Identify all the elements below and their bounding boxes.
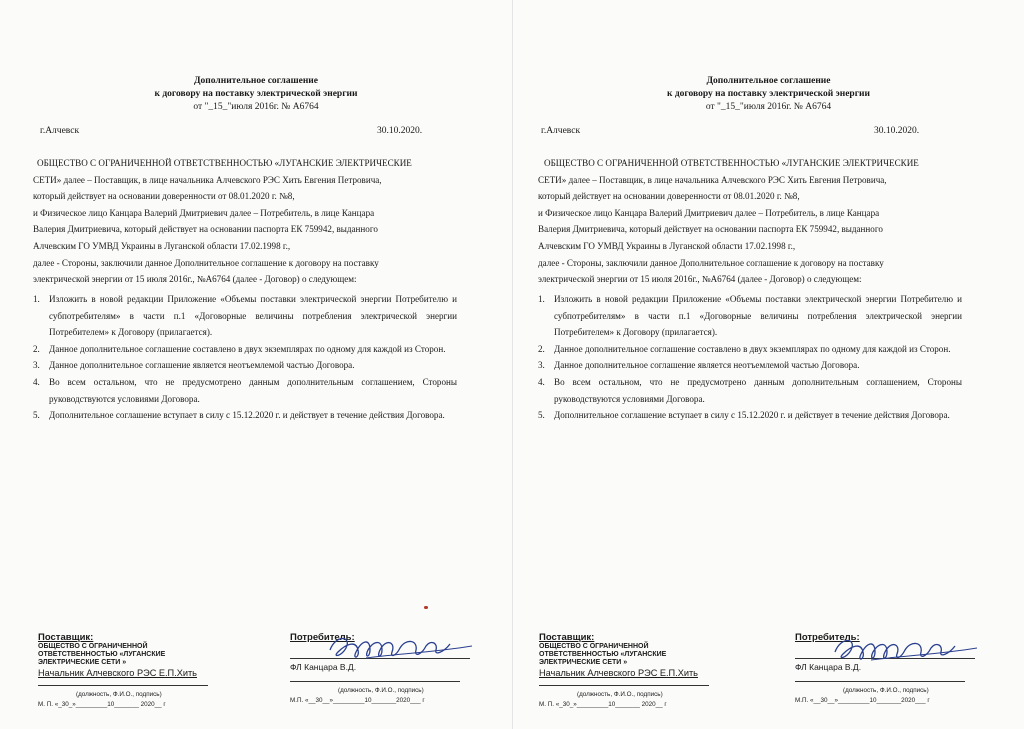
supplier-stamp-date: М. П. «_30_»_________10_______ 2020__ г — [539, 701, 667, 708]
intro-line: который действует на основании доверенности от 08.01.2020 г. №8, — [33, 191, 295, 202]
supplier-caption: (должность, Ф.И.О., подпись) — [76, 691, 162, 698]
ink-spot — [424, 606, 428, 609]
date: 30.10.2020. — [377, 126, 423, 136]
intro-line: и Физическое лицо Канцара Валерий Дмитриевич далее – Потребитель, в лице Канцара — [33, 207, 375, 218]
supplier-signature-block — [539, 632, 739, 708]
supplier-org-line: ОТВЕТСТВЕННОСТЬЮ «ЛУГАНСКИЕ — [38, 651, 166, 658]
intro-line: Алчевским ГО УМВД Украины в Луганской области 17.02.1998 г., — [538, 240, 796, 251]
supplier-caption: (должность, Ф.И.О., подпись) — [577, 691, 663, 698]
intro-line: Валерия Дмитриевича, который действует на основании паспорта ЕК 759942, выданного — [33, 224, 378, 235]
intro-line: и Физическое лицо Канцара Валерий Дмитриевич далее – Потребитель, в лице Канцара — [538, 207, 880, 218]
supplier-org-line: ЭЛЕКТРИЧЕСКИЕ СЕТИ » — [539, 659, 628, 666]
consumer-label: Потребитель: — [290, 632, 355, 643]
date: 30.10.2020. — [874, 126, 920, 136]
list-item: 1. Изложить в новой редакции Приложение «Объемы поставки электрической энергии Потребителю и субпотребителям» в части п.1 «Договорные величины потребления электрической энергии Потребителем» к Договору (прилагается). — [33, 294, 457, 338]
intro-paragraph — [538, 155, 962, 288]
list-item: 2. Данное дополнительное соглашение составлено в двух экземплярах по одному для каждой из Сторон. — [33, 343, 446, 354]
agreement-items — [538, 291, 962, 424]
city: г.Алчевск — [541, 126, 581, 136]
supplier-position: Начальник Алчевского РЭС Е.П.Хить — [539, 668, 698, 678]
consumer-name: ФЛ Канцара В.Д. — [290, 662, 357, 672]
document-reference: от "_15_"июля 2016г. № А6764 — [193, 102, 319, 112]
intro-line: ОБЩЕСТВО С ОГРАНИЧЕННОЙ ОТВЕТСТВЕННОСТЬЮ «ЛУГАНСКИЕ ЭЛЕКТРИЧЕСКИЕ — [37, 158, 412, 168]
list-item: 3. Данное дополнительное соглашение является неотъемлемой частью Договора. — [33, 360, 355, 371]
consumer-stamp-date: М.П. «__30__»_________10_______2020___ г — [795, 697, 930, 704]
document-heading — [513, 75, 1024, 114]
supplier-org-line: ЭЛЕКТРИЧЕСКИЕ СЕТИ » — [38, 659, 127, 666]
supplier-org-line: ОТВЕТСТВЕННОСТЬЮ «ЛУГАНСКИЕ — [539, 651, 667, 658]
document-heading — [0, 75, 512, 114]
intro-line: далее - Стороны, заключили данное Дополнительное соглашение к договору на поставку — [538, 257, 884, 268]
intro-paragraph — [33, 155, 457, 288]
supplier-label: Поставщик: — [38, 632, 94, 643]
document-subtitle: к договору на поставку электрической энергии — [667, 89, 870, 99]
supplier-label: Поставщик: — [539, 632, 595, 643]
handwritten-signature — [326, 628, 476, 666]
list-item: 2. Данное дополнительное соглашение составлено в двух экземплярах по одному для каждой из Сторон. — [538, 343, 951, 354]
supplier-signature-block — [38, 632, 238, 708]
intro-line: Валерия Дмитриевича, который действует на основании паспорта ЕК 759942, выданного — [538, 224, 883, 235]
intro-line: СЕТИ» далее – Поставщик, в лице начальника Алчевского РЭС Хить Евгения Петровича, — [33, 174, 382, 185]
signature-line — [38, 684, 208, 686]
intro-line: электрической энергии от 15 июля 2016г., №А6764 (далее - Договор) о следующем: — [538, 274, 862, 285]
intro-line: электрической энергии от 15 июля 2016г., №А6764 (далее - Договор) о следующем: — [33, 274, 357, 285]
supplier-org-line: ОБЩЕСТВО С ОГРАНИЧЕННОЙ — [38, 643, 148, 650]
supplier-stamp-date: М. П. «_30_»_________10_______ 2020__ г — [38, 701, 166, 708]
intro-line: ОБЩЕСТВО С ОГРАНИЧЕННОЙ ОТВЕТСТВЕННОСТЬЮ «ЛУГАНСКИЕ ЭЛЕКТРИЧЕСКИЕ — [544, 158, 919, 168]
agreement-page-right — [512, 0, 1024, 729]
document-title: Дополнительное соглашение — [706, 76, 831, 86]
consumer-name: ФЛ Канцара В.Д. — [795, 662, 862, 672]
list-item: 4. Во всем остальном, что не предусмотрено данным дополнительным соглашением, Стороны руководствуются условиями Договора. — [33, 376, 457, 404]
consumer-label: Потребитель: — [795, 632, 860, 643]
supplier-org-line: ОБЩЕСТВО С ОГРАНИЧЕННОЙ — [539, 643, 649, 650]
list-item: 4. Во всем остальном, что не предусмотрено данным дополнительным соглашением, Стороны руководствуются условиями Договора. — [538, 376, 962, 404]
document-reference: от "_15_"июля 2016г. № А6764 — [705, 102, 832, 112]
agreement-items — [33, 291, 457, 424]
supplier-position: Начальник Алчевского РЭС Е.П.Хить — [38, 668, 197, 678]
consumer-stamp-date: М.П. «__30__»_________10_______2020___ г — [290, 697, 425, 704]
city: г.Алчевск — [40, 126, 80, 136]
signature-line — [290, 680, 460, 682]
signature-line — [795, 680, 965, 682]
document-subtitle: к договору на поставку электрической энергии — [154, 89, 358, 99]
list-item: 3. Данное дополнительное соглашение является неотъемлемой частью Договора. — [538, 360, 860, 371]
consumer-caption: (должность, Ф.И.О., подпись) — [338, 687, 424, 694]
list-item: 1. Изложить в новой редакции Приложение «Объемы поставки электрической энергии Потребителю и субпотребителям» в части п.1 «Договорные величины потребления электрической энергии Потребителем» к Договору (прилагается). — [538, 294, 962, 338]
document-title: Дополнительное соглашение — [194, 76, 318, 86]
handwritten-signature — [831, 630, 981, 668]
consumer-caption: (должность, Ф.И.О., подпись) — [843, 687, 929, 694]
intro-line: Алчевским ГО УМВД Украины в Луганской области 17.02.1998 г., — [33, 240, 291, 251]
list-item: 5. Дополнительное соглашение вступает в силу с 15.12.2020 г. и действует в течение действия Договора. — [33, 410, 445, 421]
intro-line: СЕТИ» далее – Поставщик, в лице начальника Алчевского РЭС Хить Евгения Петровича, — [538, 174, 887, 185]
intro-line: который действует на основании доверенности от 08.01.2020 г. №8, — [538, 191, 800, 202]
list-item: 5. Дополнительное соглашение вступает в силу с 15.12.2020 г. и действует в течение действия Договора. — [538, 410, 950, 421]
signature-line — [539, 684, 709, 686]
intro-line: далее - Стороны, заключили данное Дополнительное соглашение к договору на поставку — [33, 257, 379, 268]
